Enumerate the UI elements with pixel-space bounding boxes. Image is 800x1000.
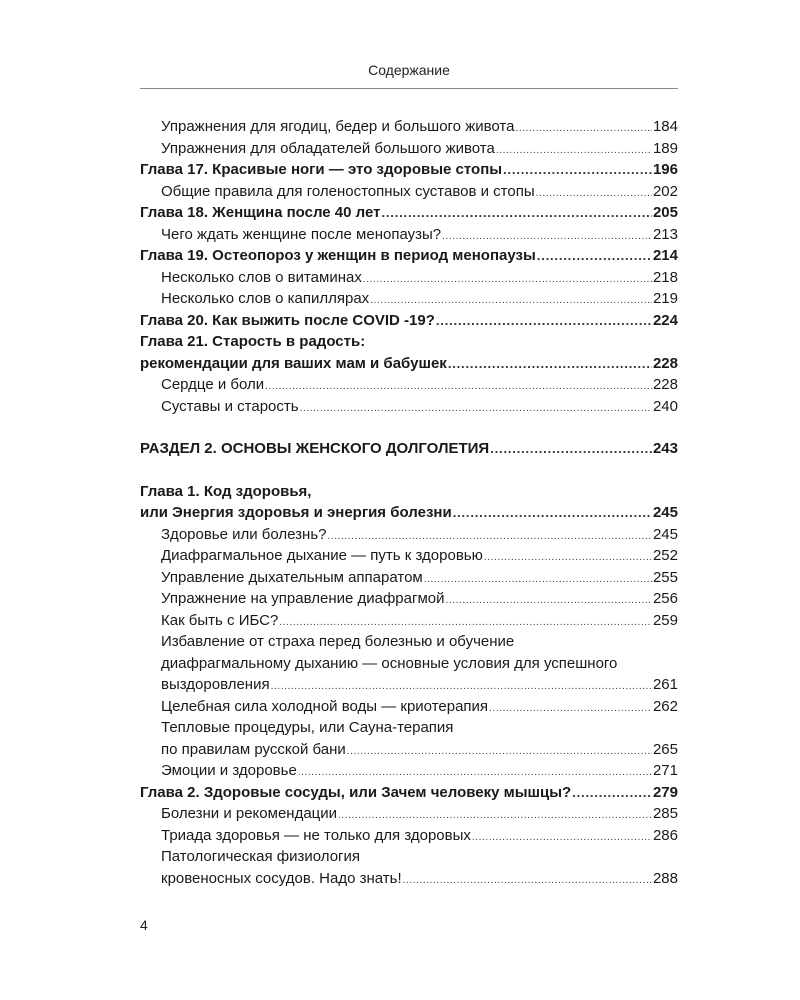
- toc-entry-title: выздоровления: [161, 676, 270, 693]
- dot-leader: [328, 526, 652, 548]
- toc-entry-title-line: Избавление от страха перед болезнью и обучение: [161, 633, 515, 650]
- toc-chapter-page: 205: [652, 204, 678, 221]
- dot-leader: [300, 398, 652, 420]
- dot-leader: [424, 569, 652, 591]
- toc-entry-page: 202: [652, 182, 678, 200]
- dot-leader: [515, 118, 652, 140]
- dot-leader: [298, 762, 652, 784]
- spacer: [140, 417, 678, 438]
- toc-entry-page: 271: [652, 762, 678, 779]
- toc-section-title: РАЗДЕЛ 2. ОСНОВЫ ЖЕНСКОГО ДОЛГОЛЕТИЯ: [140, 440, 490, 457]
- toc-entry-title: Целебная сила холодной воды — криотерапия: [161, 697, 489, 715]
- toc-entry-title: Как быть с ИБС?: [161, 611, 279, 629]
- dot-leader: [381, 202, 652, 224]
- toc-entry-title: Управление дыхательным аппаратом: [161, 568, 423, 586]
- toc-entry-page: 218: [652, 268, 678, 286]
- toc-entry-page: 255: [652, 568, 678, 586]
- toc-entry-page: 259: [652, 611, 678, 629]
- toc-entry: [140, 760, 678, 782]
- toc-entry-page: 261: [652, 676, 678, 693]
- toc-entry: [140, 396, 678, 418]
- dot-leader: [484, 547, 652, 569]
- toc-entry-title: Сердце и боли: [161, 376, 265, 393]
- toc-chapter-title: или Энергия здоровья и энергия болезни: [140, 504, 452, 521]
- toc-entry-title: Чего ждать женщине после менопаузы?: [161, 225, 442, 243]
- toc-entry-page: 189: [652, 139, 678, 157]
- dot-leader: [338, 805, 652, 827]
- toc-chapter-title: рекомендации для ваших мам и бабушек: [140, 354, 447, 372]
- toc-chapter: [140, 502, 678, 524]
- toc-entry: [140, 696, 678, 718]
- toc-entry-title-line: Тепловые процедуры, или Сауна-терапия: [161, 719, 454, 736]
- toc-entry-page: 265: [652, 740, 678, 758]
- dot-leader: [370, 290, 652, 312]
- toc-entry: [140, 288, 678, 310]
- dot-leader: [403, 870, 652, 892]
- toc-entry: [140, 374, 678, 396]
- dot-leader: [490, 438, 652, 460]
- dot-leader: [496, 140, 652, 162]
- toc-chapter-title-line: Глава 1. Код здоровья,: [140, 482, 312, 500]
- dot-leader: [536, 183, 652, 205]
- toc-chapter-title: Глава 18. Женщина после 40 лет: [140, 204, 381, 221]
- dot-leader: [279, 612, 652, 634]
- toc-section: [140, 438, 678, 460]
- toc-entry-title: по правилам русской бани: [161, 740, 346, 758]
- toc-entry-title: Здоровье или болезнь?: [161, 525, 327, 543]
- dot-leader: [453, 502, 652, 524]
- toc-chapter-page: 279: [652, 783, 678, 801]
- toc-chapter-title: Глава 2. Здоровые сосуды, или Зачем человеку мышцы?: [140, 783, 572, 801]
- toc-entry-page: 285: [652, 805, 678, 822]
- toc-entry: [140, 739, 678, 761]
- toc-chapter: [140, 353, 678, 375]
- toc-chapter-page: 224: [652, 311, 678, 329]
- toc-entry-title: Эмоции и здоровье: [161, 762, 297, 779]
- spacer: [140, 460, 678, 481]
- toc-entry: [140, 610, 678, 632]
- dot-leader: [347, 741, 652, 763]
- toc-entry-page: 288: [652, 869, 678, 887]
- toc-entry-title: Триада здоровья — не только для здоровых: [161, 826, 471, 844]
- toc-entry-title: Упражнения для ягодиц, бедер и большого живота: [161, 118, 515, 135]
- toc-entry-title: Диафрагмальное дыхание — путь к здоровью: [161, 547, 483, 564]
- toc-entry-page: 262: [652, 697, 678, 715]
- toc-entry: [140, 267, 678, 289]
- toc-entry: [140, 138, 678, 160]
- dot-leader: [489, 698, 652, 720]
- dot-leader: [363, 269, 652, 291]
- running-header: Содержание: [368, 62, 450, 78]
- toc-chapter: [140, 310, 678, 332]
- toc-entry-title: Несколько слов о капиллярах: [161, 290, 370, 307]
- toc-chapter-title: Глава 19. Остеопороз у женщин в период менопаузы: [140, 247, 536, 264]
- dot-leader: [572, 782, 652, 804]
- toc-chapter-page: 245: [652, 504, 678, 521]
- toc-entry: [140, 545, 678, 567]
- toc-entry: [140, 868, 678, 890]
- toc-entry: [140, 674, 678, 696]
- toc-chapter: [140, 782, 678, 804]
- toc-chapter-page: 228: [652, 354, 678, 372]
- toc-chapter-title-line: Глава 21. Старость в радость:: [140, 333, 366, 350]
- toc-entry-page: 213: [652, 225, 678, 243]
- toc-entry-page: 240: [652, 397, 678, 415]
- toc-entry: [140, 524, 678, 546]
- toc-entry: [140, 588, 678, 610]
- toc-entry-title: Упражнение на управление диафрагмой: [161, 590, 445, 607]
- toc-entry-title: Несколько слов о витаминах: [161, 268, 362, 286]
- toc-chapter: [140, 245, 678, 267]
- toc-entry: [140, 803, 678, 825]
- toc-entry-page: 228: [652, 376, 678, 393]
- toc-entry: [140, 567, 678, 589]
- page-number: 4: [140, 917, 148, 933]
- toc-chapter-page: 214: [652, 247, 678, 264]
- toc-entry: [140, 224, 678, 246]
- toc-chapter-page: 196: [652, 161, 678, 178]
- table-of-contents: [140, 116, 678, 889]
- dot-leader: [448, 353, 652, 375]
- toc-entry: [140, 825, 678, 847]
- header-rule: [140, 88, 678, 89]
- dot-leader: [271, 676, 652, 698]
- dot-leader: [472, 827, 652, 849]
- toc-chapter-title: Глава 20. Как выжить после COVID -19?: [140, 311, 435, 329]
- dot-leader: [446, 590, 652, 612]
- dot-leader: [503, 159, 652, 181]
- toc-entry-page: 286: [652, 826, 678, 844]
- toc-section-page: 243: [652, 440, 678, 457]
- dot-leader: [436, 310, 652, 332]
- toc-entry: [140, 181, 678, 203]
- toc-entry-title: Суставы и старость: [161, 397, 299, 415]
- toc-entry-page: 184: [652, 118, 678, 135]
- toc-entry-page: 252: [652, 547, 678, 564]
- toc-entry-title: кровеносных сосудов. Надо знать!: [161, 869, 402, 887]
- dot-leader: [265, 376, 652, 398]
- toc-entry-page: 219: [652, 290, 678, 307]
- dot-leader: [537, 245, 652, 267]
- toc-entry-page: 245: [652, 525, 678, 543]
- toc-chapter-title: Глава 17. Красивые ноги — это здоровые стопы: [140, 161, 503, 178]
- toc-chapter: [140, 202, 678, 224]
- toc-entry-title: Общие правила для голеностопных суставов и стопы: [161, 182, 535, 200]
- toc-entry: [140, 116, 678, 138]
- toc-chapter: [140, 159, 678, 181]
- toc-entry-page: 256: [652, 590, 678, 607]
- toc-entry-title-line: диафрагмальному дыханию — основные условия для успешного: [161, 654, 618, 672]
- toc-entry-title: Болезни и рекомендации: [161, 805, 338, 822]
- dot-leader: [442, 226, 652, 248]
- toc-entry-title: Упражнения для обладателей большого живота: [161, 139, 495, 157]
- toc-entry-title-line: Патологическая физиология: [161, 848, 361, 865]
